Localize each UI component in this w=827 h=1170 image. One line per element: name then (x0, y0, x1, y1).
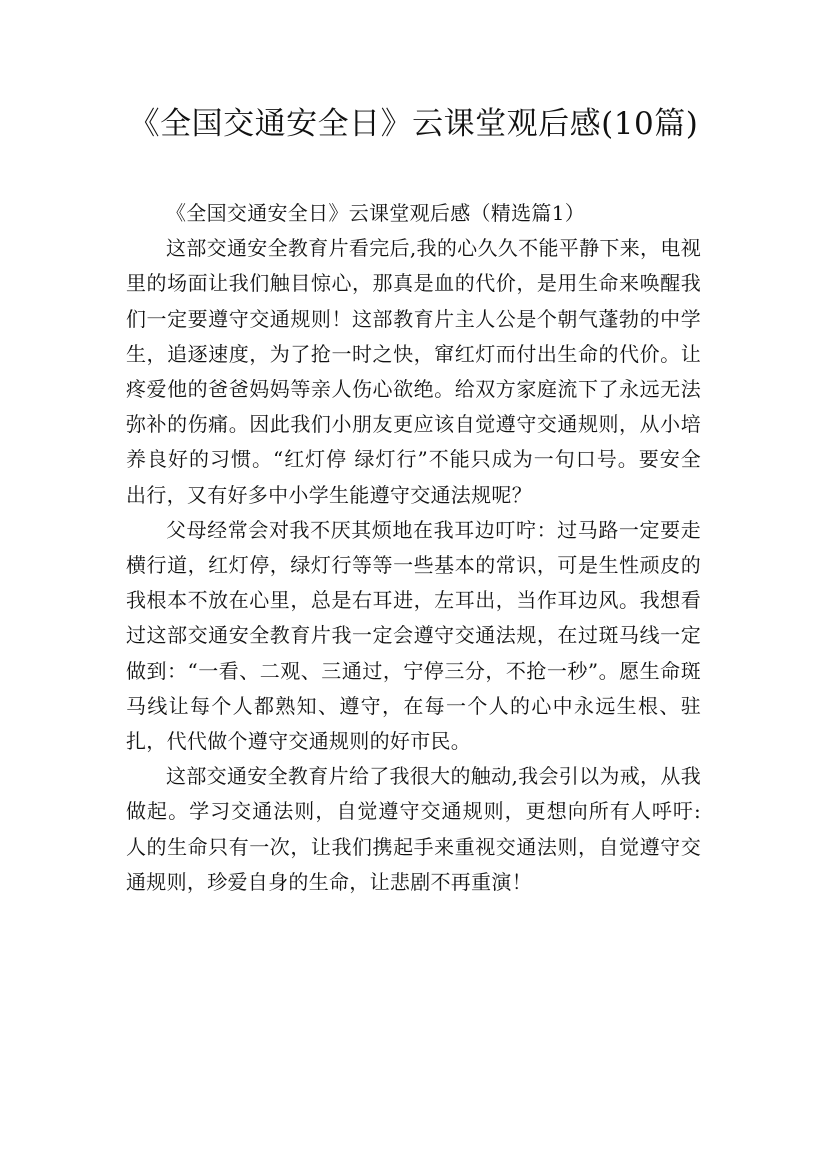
document-title: 《全国交通安全日》云课堂观后感(10篇) (128, 106, 699, 142)
paragraph-2: 父母经常会对我不厌其烦地在我耳边叮咛：过马路一定要走横行道，红灯停，绿灯行等等一些基本的常识，可是生性顽皮的我根本不放在心里，总是右耳进，左耳出，当作耳边风。我想看过这部交通安全教育片我一定会遵守交通法规，在过斑马线一定做到：“一看、二观、三通过，宁停三分，不抢一秒”。愿生命斑马线让每个人都熟知、遵守，在每一个人的心中永远生根、驻扎，代代做个遵守交通规则的好市民。 (126, 517, 701, 754)
paragraph-3: 这部交通安全教育片给了我很大的触动,我会引以为戒，从我做起。学习交通法则，自觉遵守交通规则，更想向所有人呼吁:人的生命只有一次，让我们携起手来重视交通法则，自觉遵守交通规则，珍爱自身的生命，让悲剧不再重演！ (126, 764, 701, 894)
paragraph-1: 这部交通安全教育片看完后,我的心久久不能平静下来，电视里的场面让我们触目惊心，那真是血的代价，是用生命来唤醒我们一定要遵守交通规则！这部教育片主人公是个朝气蓬勃的中学生，追逐速度，为了抢一时之快，窜红灯而付出生命的代价。让疼爱他的爸爸妈妈等亲人伤心欲绝。给双方家庭流下了永远无法弥补的伤痛。因此我们小朋友更应该自觉遵守交通规则，从小培养良好的习惯。“红灯停 绿灯行”不能只成为一句口号。要安全出行，又有好多中小学生能遵守交通法规呢？ (126, 236, 701, 507)
document-body (126, 196, 701, 900)
section-heading: 《全国交通安全日》云课堂观后感（精选篇1） (166, 201, 586, 225)
